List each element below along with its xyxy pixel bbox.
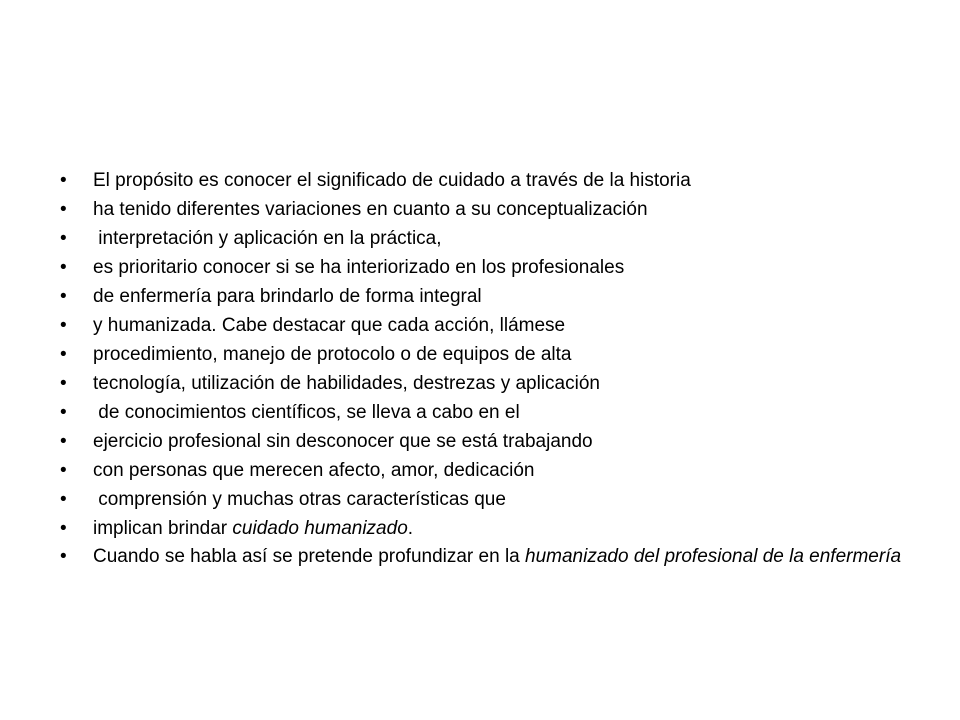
list-item-text: [93, 546, 901, 567]
list-item-text: [93, 518, 413, 539]
list-item: [60, 228, 920, 249]
bullet-icon: •: [60, 257, 67, 278]
bullet-icon: •: [60, 518, 67, 539]
bullet-icon: •: [60, 373, 67, 394]
list-item-text: procedimiento, manejo de protocolo o de equipos de alta: [93, 344, 572, 365]
bullet-icon: •: [60, 546, 67, 567]
bullet-icon: •: [60, 489, 67, 510]
bullet-icon: •: [60, 315, 67, 336]
list-item-text: comprensión y muchas otras características que: [93, 489, 506, 510]
list-item: [60, 257, 920, 278]
list-item: [60, 170, 920, 191]
bullet-icon: •: [60, 460, 67, 481]
bullet-icon: •: [60, 286, 67, 307]
list-item: [60, 547, 920, 566]
list-item-text: de enfermería para brindarlo de forma integral: [93, 286, 482, 307]
list-item: [60, 489, 920, 510]
list-item: [60, 431, 920, 452]
bullet-icon: •: [60, 344, 67, 365]
list-item-text: es prioritario conocer si se ha interiorizado en los profesionales: [93, 257, 625, 278]
list-item: [60, 518, 920, 539]
list-item-text-plain: implican brindar: [93, 518, 233, 539]
list-item: [60, 373, 920, 394]
list-item-text: interpretación y aplicación en la práctica,: [93, 228, 442, 249]
list-item-text-after: .: [407, 518, 414, 539]
bullet-icon: •: [60, 228, 67, 249]
list-item: [60, 402, 920, 423]
bullet-icon: •: [60, 170, 67, 191]
list-item-text-italic: cuidado humanizado: [232, 518, 408, 539]
list-item-text: ha tenido diferentes variaciones en cuanto a su conceptualización: [93, 199, 648, 220]
bullet-list: [60, 170, 920, 574]
list-item-text: tecnología, utilización de habilidades, destrezas y aplicación: [93, 373, 600, 394]
list-item: [60, 344, 920, 365]
list-item-text: con personas que merecen afecto, amor, dedicación: [93, 460, 535, 481]
list-item-text: y humanizada. Cabe destacar que cada acción, llámese: [93, 315, 566, 336]
list-item: [60, 315, 920, 336]
list-item-text-italic: humanizado del profesional de la enfermería: [525, 546, 902, 567]
bullet-icon: •: [60, 402, 67, 423]
list-item: [60, 460, 920, 481]
list-item-text-plain: Cuando se habla así se pretende profundizar en la: [93, 546, 526, 567]
bullet-icon: •: [60, 431, 67, 452]
list-item-text: de conocimientos científicos, se lleva a cabo en el: [93, 402, 520, 423]
list-item: [60, 199, 920, 220]
list-item-text: ejercicio profesional sin desconocer que se está trabajando: [93, 431, 593, 452]
list-item: [60, 286, 920, 307]
bullet-icon: •: [60, 199, 67, 220]
list-item-text: El propósito es conocer el significado de cuidado a través de la historia: [93, 170, 691, 191]
